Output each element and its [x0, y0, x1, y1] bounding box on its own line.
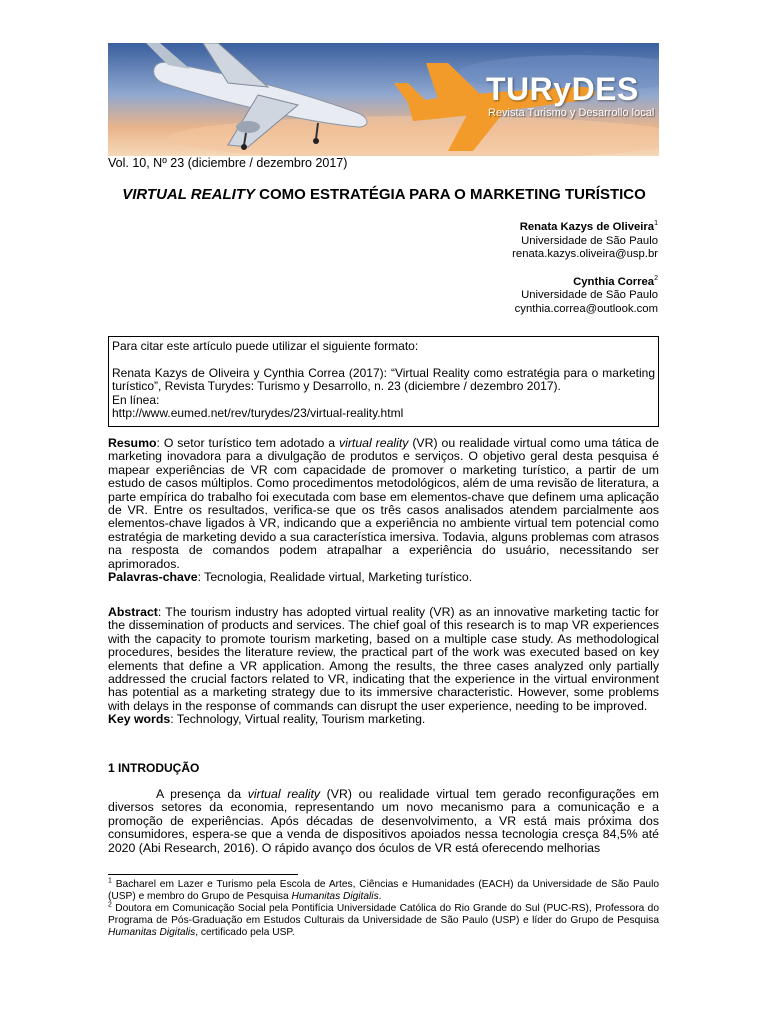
palavras-chave-label: Palavras-chave [108, 570, 198, 585]
intro-text: A presença da [156, 787, 248, 801]
intro-italic: virtual reality [247, 787, 321, 801]
author-affiliation: Universidade de São Paulo [521, 234, 658, 247]
author-email[interactable]: cynthia.correa@outlook.com [514, 302, 658, 315]
citation-online-label: En línea: [112, 392, 160, 407]
volume-info: Vol. 10, Nº 23 (diciembre / dezembro 2017) [108, 156, 348, 170]
journal-brand-subtitle: Revista Turismo y Desarrollo local [488, 107, 655, 119]
resumo-paragraph [108, 437, 659, 584]
abstract-text: : The tourism industry has adopted virtual reality (VR) as an innovative marketing tactic for the dissemination of products and services. The chief goal of this research is to map VR experiences with the capacity to promote tourism marketing, based on a multiple case study. As methodological procedures, besides the literature review, the practical part of the work was executed based on key elements that define a VR application. Among the results, the three cases analyzed only partially addressed the crucial factors related to VR, indicating that the experience in the virtual environment has potential as a marketing strategy due to its immersive characteristic. However, some problems with delays in the response of commands can disrupt the user experience, needing to be improved. [108, 605, 659, 713]
article-title-rest: COMO ESTRATÉGIA PARA O MARKETING TURÍSTICO [254, 186, 646, 203]
footnote-divider [108, 874, 298, 875]
author-email[interactable]: renata.kazys.oliveira@usp.br [512, 248, 658, 260]
resumo-text: : O setor turístico tem adotado a [156, 436, 339, 450]
author-name: Renata Kazys de Oliveira [519, 221, 655, 233]
resumo-label: Resumo [108, 436, 157, 450]
footnote-number: 2 [108, 901, 112, 909]
abstract-label: Abstract [108, 605, 158, 619]
footnote-ref: 2 [654, 274, 658, 282]
author-2 [512, 276, 658, 317]
footnote-italic: Humanitas Digitalis [291, 891, 379, 902]
resumo-italic: virtual reality [338, 436, 409, 450]
journal-banner [108, 43, 659, 156]
citation-box [108, 336, 659, 427]
palavras-chave-text: : Tecnologia, Realidade virtual, Marketing turístico. [197, 570, 473, 585]
abstract-paragraph [108, 606, 659, 727]
footnote-1 [108, 879, 659, 903]
author-1 [512, 221, 658, 262]
footnote-text: Bacharel em Lazer e Turismo pela Escola de Artes, Ciências e Humanidades (EACH) da Universidade de São Paulo (USP) e membro do Grupo de Pesquisa [108, 879, 659, 902]
footnotes [108, 879, 659, 939]
citation-text: Renata Kazys de Oliveira y Cynthia Correa (2017): “Virtual Reality como estratégia para o marketing turístico”, Revista Turydes: Turismo y Desarrollo, n. 23 (diciembre / dezembro 2017). [112, 365, 655, 393]
intro-paragraph [108, 788, 659, 855]
footnote-ref: 1 [654, 220, 658, 228]
footnote-text: Doutora em Comunicação Social pela Pontifícia Universidade Católica do Rio Grande do Sul (PUC-RS), Professora do Programa de Pós-Graduação em Estudos Culturais da Universidade de São Paulo (USP) e líder do Grupo de Pesquisa [108, 903, 659, 926]
article-title-italic: VIRTUAL REALITY [122, 186, 255, 203]
author-name: Cynthia Correa [573, 275, 655, 288]
citation-intro: Para citar este artículo puede utilizar el siguiente formato: [112, 339, 419, 353]
author-list [512, 221, 658, 330]
footnote-2 [108, 903, 659, 939]
article-title [0, 186, 768, 203]
footnote-end: , certificado pela USP. [195, 927, 295, 938]
journal-brand-title: TURyDES [486, 71, 639, 107]
footnote-italic: Humanitas Digitalis [108, 927, 196, 938]
footnote-number: 1 [108, 877, 112, 885]
intro-text-rest: (VR) ou realidade virtual tem gerado reconfigurações em diversos setores da economia, representando um novo mecanismo para a comunicação e a promoção de experiências. Após décadas de desenvolvimento, a VR está mais próxima dos consumidores, espera-se que a venda de dispositivos apoiados nessa tecnologia cresça 84,5% até 2020 (Abi Research, 2016). O rápido avanço dos óculos de VR está oferecendo melhorias [108, 787, 659, 855]
citation-url-link[interactable]: http://www.eumed.net/rev/turydes/23/virtual-reality.html [112, 406, 404, 420]
section-heading: 1 INTRODUÇÃO [108, 761, 200, 775]
resumo-text-rest: (VR) ou realidade virtual como uma tática de marketing inovadora para a divulgação de produtos e serviços. O objetivo geral desta pesquisa é mapear experiências de VR com capacidade de promover o marketing turístico, a partir de um estudo de casos múltiplos. Como procedimentos metodológicos, além de uma revisão de literatura, a parte empírica do trabalho foi executada com base em elementos-chave que definem uma aplicação de VR. Entre os resultados, verifica-se que os três casos analisados atendem parcialmente aos elementos-chave ligados à VR, indicando que a experiência no ambiente virtual tem potencial como estratégia de marketing devido a sua característica imersiva. Todavia, alguns problemas com atrasos na resposta de comandos podem atrapalhar a experiência do usuário, necessitando ser aprimorados. [108, 436, 659, 571]
keywords-text: : Technology, Virtual reality, Tourism marketing. [170, 712, 426, 727]
footnote-end: . [378, 891, 382, 902]
keywords-label: Key words [108, 712, 171, 727]
author-affiliation: Universidade de São Paulo [521, 289, 658, 301]
